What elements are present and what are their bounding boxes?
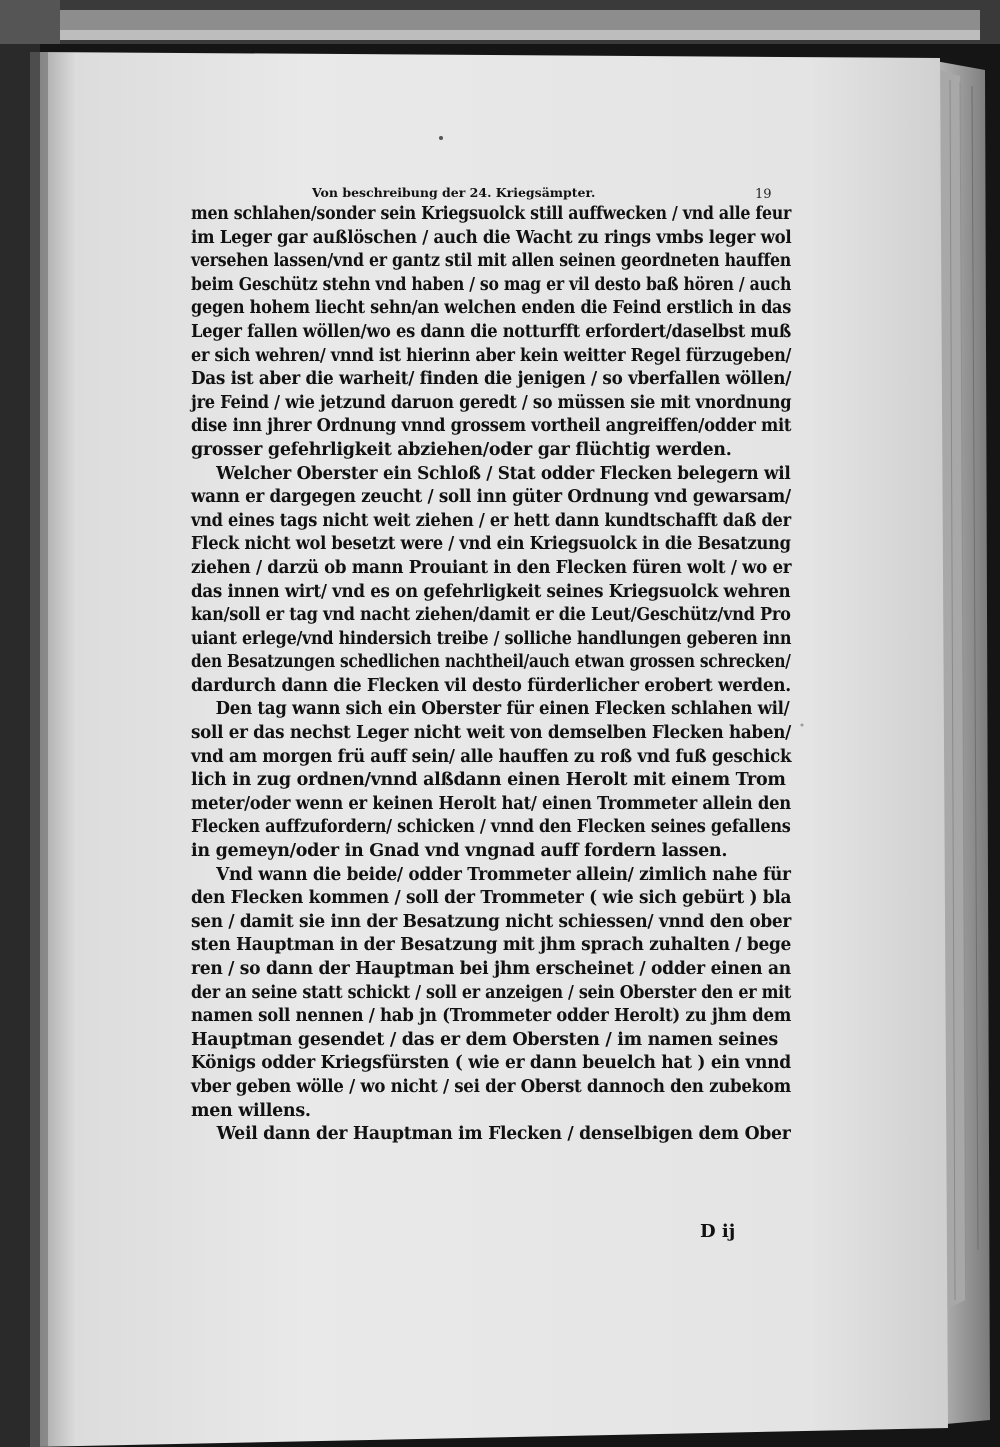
text-line: vnd eines tags nicht weit ziehen / er hett dann kundtschafft daß der xyxy=(191,510,791,531)
text-line: im Leger gar außlöschen / auch die Wacht zu rings vmbs leger wol xyxy=(191,227,792,248)
text-line: soll er das nechst Leger nicht weit von demselben Flecken haben/ xyxy=(191,723,791,744)
page-number: 19 xyxy=(755,187,772,202)
text-line: men schlahen/sonder sein Kriegsuolck still auffwecken / vnd alle feur xyxy=(191,204,792,224)
text-line: lich in zug ordnen/vnnd alßdann einen Herolt mit einem Trom xyxy=(191,770,786,791)
paragraph-start-line: Vnd wann die beide/ odder Trommeter allein/ zimlich nahe für xyxy=(216,864,791,885)
text-line: Leger fallen wöllen/wo es dann die notturfft erfordert/daselbst muß xyxy=(191,321,791,342)
text-line: er sich wehren/ vnnd ist hierinn aber kein weitter Regel fürzugeben/ xyxy=(191,345,792,366)
text-line: uiant erlege/vnd hindersich treibe / solliche handlungen geberen inn xyxy=(191,628,792,649)
signature-mark: D ij xyxy=(700,1221,736,1242)
text-line: den Besatzungen schedlichen nachtheil/auch etwan grossen schrecken/ xyxy=(191,652,791,673)
text-line: das innen wirt/ vnd es on gefehrligkeit seines Kriegsuolck wehren xyxy=(191,581,791,602)
text-line: versehen lassen/vnd er gantz stil mit allen seinen geordneten hauffen xyxy=(191,251,791,272)
paragraph-start-line: Weil dann der Hauptman im Flecken / denselbigen dem Ober xyxy=(216,1124,791,1145)
text-line: ren / so dann der Hauptman bei jhm erscheinet / odder einen an xyxy=(191,959,791,979)
text-line: Hauptman gesendet / das er dem Obersten / im namen seines xyxy=(191,1029,778,1050)
text-line: sen / damit sie inn der Besatzung nicht schiessen/ vnnd den ober xyxy=(191,911,792,932)
text-line: Flecken auffzufordern/ schicken / vnnd den Flecken seines gefallens xyxy=(191,817,791,838)
text-line: dardurch dann die Flecken vil desto fürderlicher erobert werden. xyxy=(191,675,791,696)
text-line: gegen hohem liecht sehn/an welchen enden die Feind erstlich in das xyxy=(191,298,791,319)
running-head: Von beschreibung der 24. Kriegsämpter. xyxy=(312,185,596,200)
text-line: wann er dargegen zeucht / soll inn güter Ordnung vnd gewarsam/ xyxy=(191,487,791,508)
text-line: jre Feind / wie jetzund daruon geredt / so müssen sie mit vnordnung xyxy=(191,392,792,413)
text-line: Fleck nicht wol besetzt were / vnd ein Kriegsuolck in die Besatzung xyxy=(191,534,791,555)
text-line: sten Hauptman in der Besatzung mit jhm sprach zuhalten / bege xyxy=(191,935,792,956)
body-text xyxy=(191,203,791,1147)
text-line: vber geben wölle / wo nicht / sei der Oberst dannoch den zubekom xyxy=(191,1076,791,1097)
text-line: ziehen / darzü ob mann Prouiant in den Flecken füren wolt / wo er xyxy=(191,557,792,578)
paragraph-start-line: Den tag wann sich ein Oberster für einen Flecken schlahen wil/ xyxy=(215,699,790,720)
text-line: in gemeyn/oder in Gnad vnd vngnad auff fordern lassen. xyxy=(191,841,728,862)
text-line: kan/soll er tag vnd nacht ziehen/damit er die Leut/Geschütz/vnd Pro xyxy=(191,605,791,626)
text-line: dise inn jhrer Ordnung vnnd grossem vortheil angreiffen/odder mit xyxy=(191,416,792,437)
text-line: Königs odder Kriegsfürsten ( wie er dann beuelch hat ) ein vnnd xyxy=(191,1053,791,1074)
text-line: den Flecken kommen / soll der Trommeter ( wie sich gebürt ) bla xyxy=(191,888,792,909)
text-line: der an seine statt schickt / soll er anzeigen / sein Oberster den er mit xyxy=(191,982,791,1003)
text-line: meter/oder wenn er keinen Herolt hat/ einen Trommeter allein den xyxy=(191,793,791,814)
paragraph-start-line: Welcher Oberster ein Schloß / Stat odder Flecken belegern wil xyxy=(216,463,791,484)
text-line: vnd am morgen frü auff sein/ alle hauffen zu roß vnd fuß geschick xyxy=(191,746,792,767)
text-line: Das ist aber die warheit/ finden die jenigen / so vberfallen wöllen/ xyxy=(191,369,792,390)
text-line: namen soll nennen / hab jn (Trommeter odder Herolt) zu jhm dem xyxy=(191,1006,792,1027)
text-line: men willens. xyxy=(191,1100,311,1121)
text-line: beim Geschütz stehn vnd haben / so mag er vil desto baß hören / auch xyxy=(191,274,792,295)
text-line: grosser gefehrligkeit abziehen/oder gar flüchtig werden. xyxy=(191,439,732,460)
